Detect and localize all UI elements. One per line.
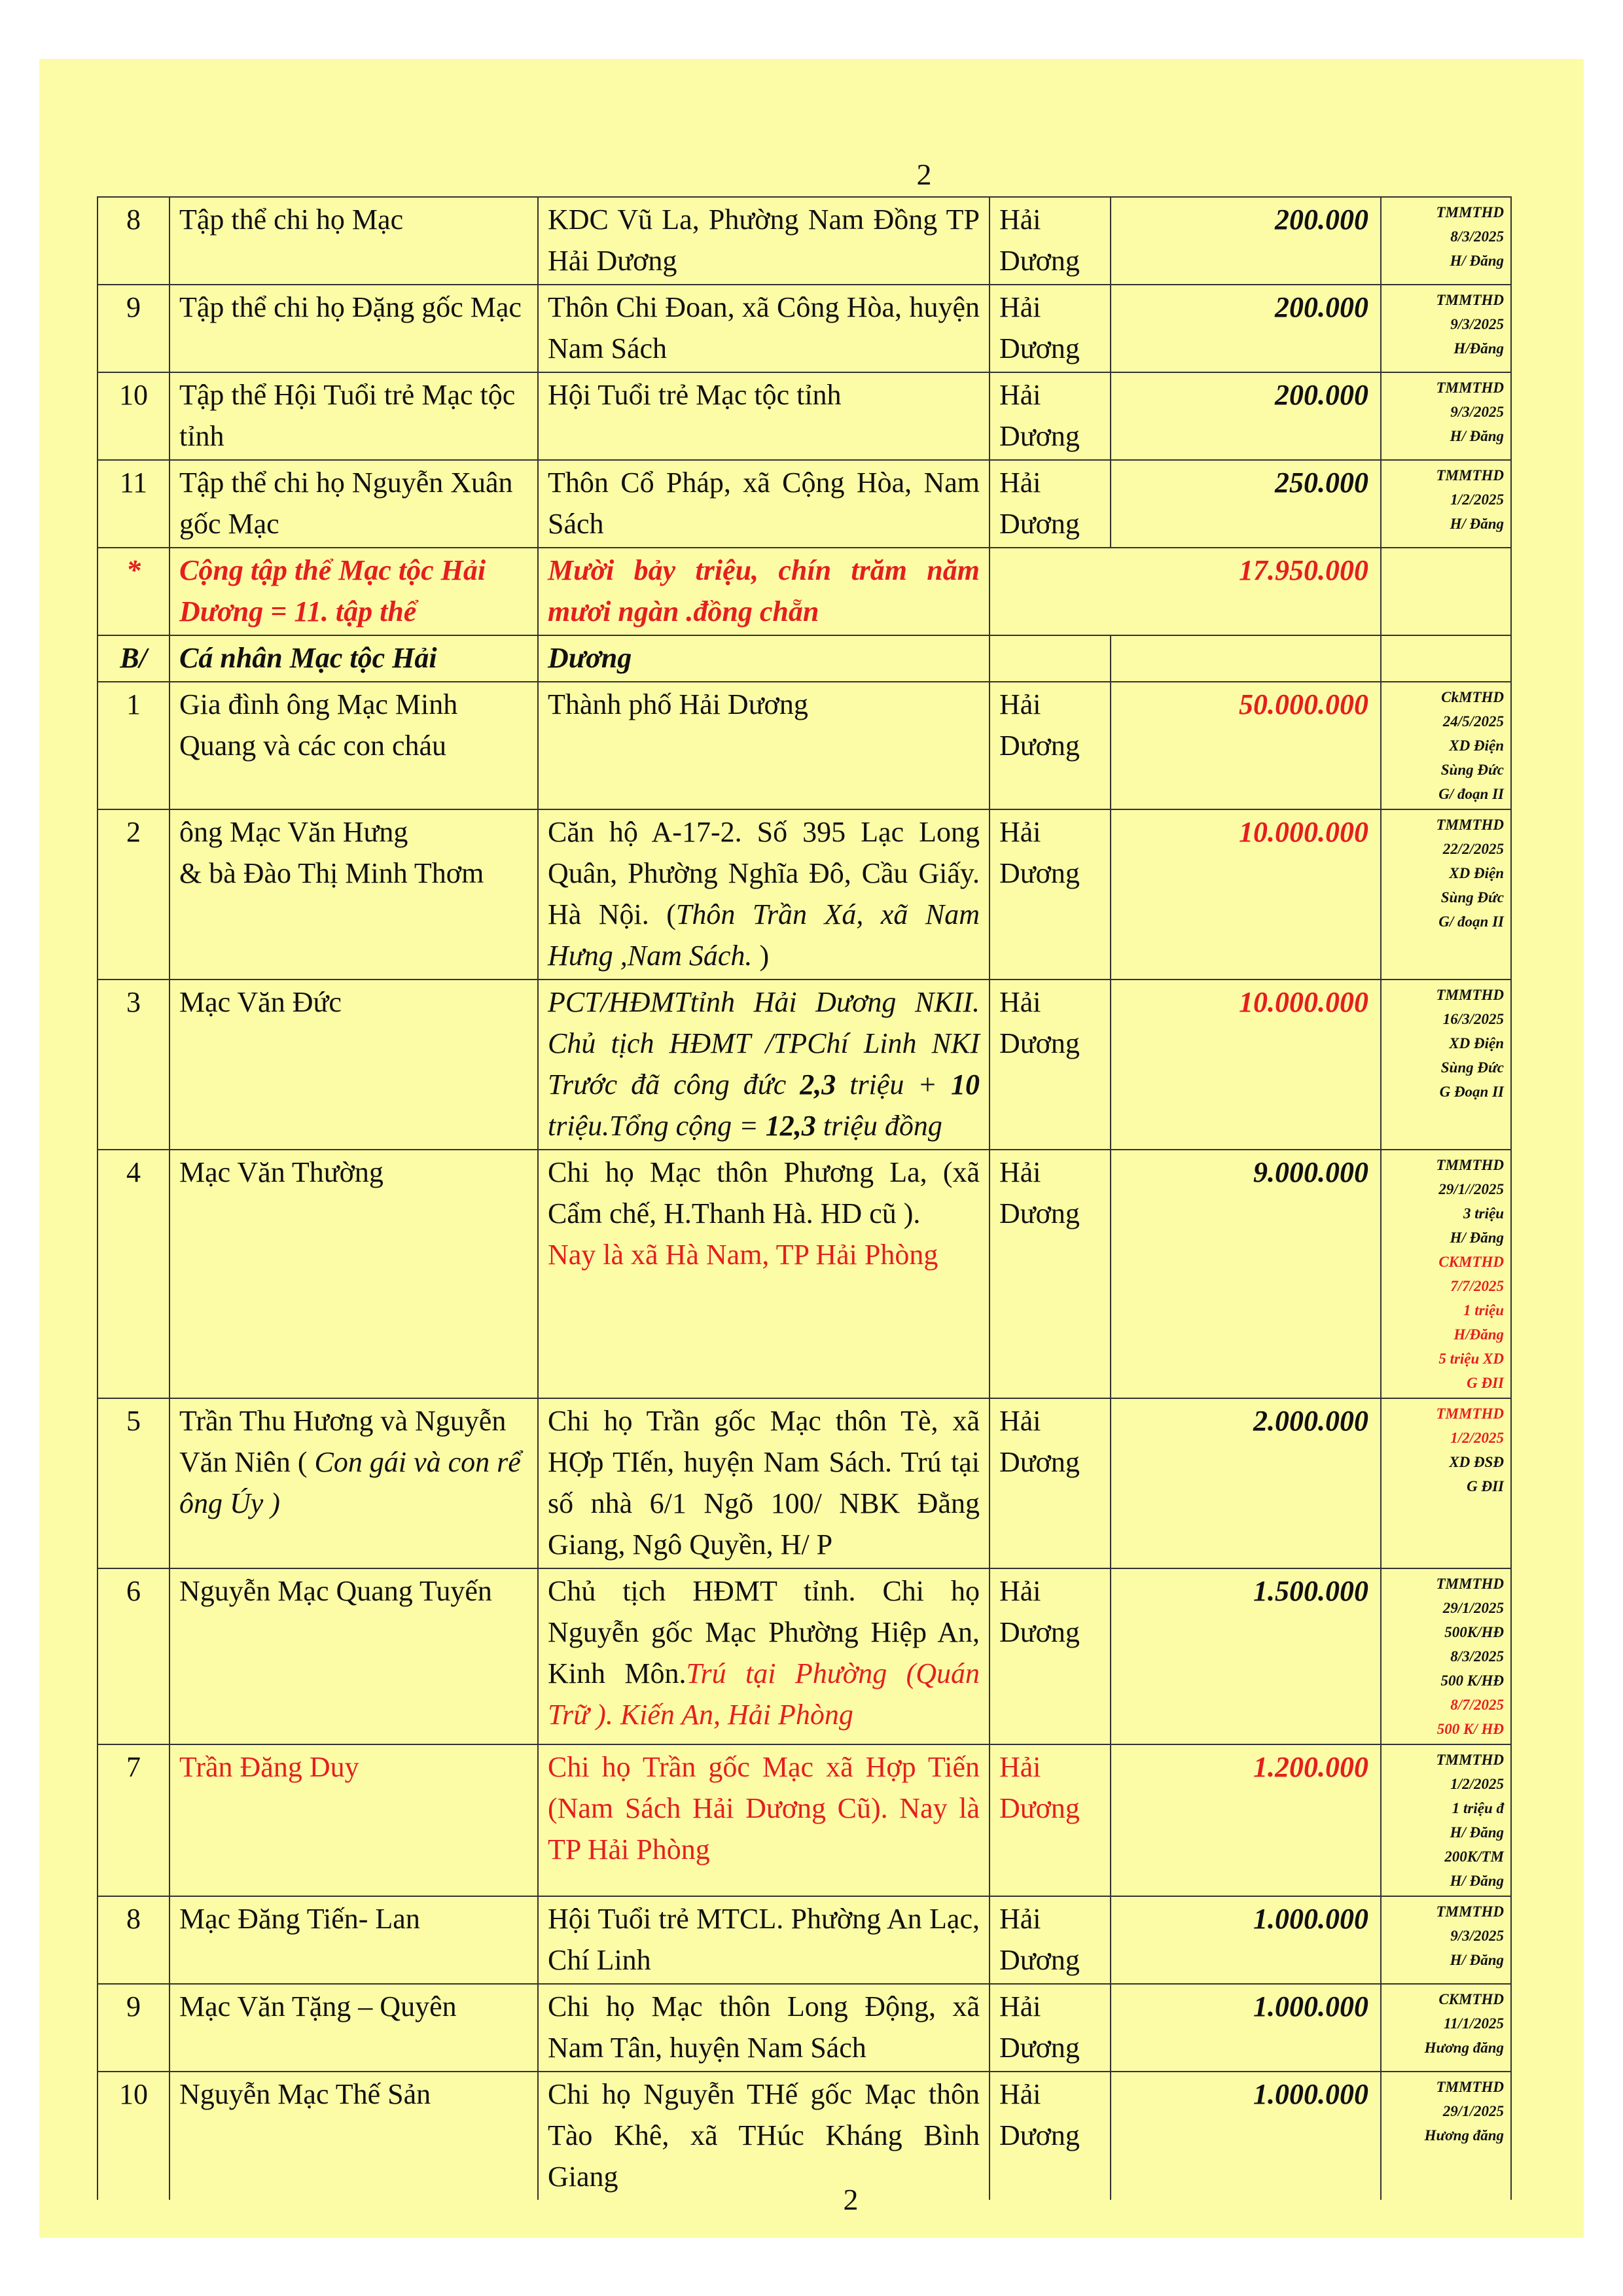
province: Hải Dương [990,197,1111,285]
page-number-bottom: 2 [843,2183,859,2216]
province: Hải Dương [990,372,1111,460]
donor-name: Tập thể Hội Tuổi trẻ Mạc tộc tỉnh [169,372,538,460]
amount: 1.200.000 [1111,1744,1381,1896]
note: CkMTHD 24/5/2025 XD Điện Sùng Đức G/ đoạn II [1381,682,1511,809]
donor-address: Hội Tuổi trẻ MTCL. Phường An Lạc, Chí Linh [538,1896,990,1984]
donor-name: Mạc Văn Thường [169,1150,538,1398]
amount: 200.000 [1111,372,1381,460]
donor-address: Hội Tuổi trẻ Mạc tộc tỉnh [538,372,990,460]
summary-marker: * [98,548,169,635]
summary-label: Cộng tập thể Mạc tộc Hải Dương = 11. tập thể [169,548,538,635]
donor-address: Căn hộ A-17-2. Số 395 Lạc Long Quân, Phường Nghĩa Đô, Cầu Giấy. Hà Nội. (Thôn Trần Xá, xã Nam Hưng ,Nam Sách. ) [538,809,990,980]
table-row [98,285,1511,372]
section-b-header [98,635,1511,682]
note: TMMTHD 29/1//2025 3 triệu H/ Đăng CKMTHD 7/7/2025 1 triệu H/Đăng 5 triệu XD G ĐII [1381,1150,1511,1398]
row-number: 11 [98,460,169,548]
section-title-continued: Dương [538,635,990,682]
province: Hải Dương [990,1568,1111,1744]
province: Hải Dương [990,809,1111,980]
donor-address: Thôn Cổ Pháp, xã Cộng Hòa, Nam Sách [538,460,990,548]
donor-address: Thôn Chi Đoan, xã Công Hòa, huyện Nam Sách [538,285,990,372]
amount: 250.000 [1111,460,1381,548]
row-number: 7 [98,1744,169,1896]
donor-address: Chi họ Trần gốc Mạc thôn Tè, xã HỢp TIến, huyện Nam Sách. Trú tại số nhà 6/1 Ngõ 100/ NBK Đằng Giang, Ngô Quyền, H/ P [538,1398,990,1568]
amount: 10.000.000 [1111,980,1381,1150]
donor-name: Nguyễn Mạc Quang Tuyến [169,1568,538,1744]
donor-name: Mạc Văn Đức [169,980,538,1150]
donor-name: Mạc Đăng Tiến- Lan [169,1896,538,1984]
donor-address: Chi họ Trần gốc Mạc xã Hợp Tiến (Nam Sách Hải Dương Cũ). Nay là TP Hải Phòng [538,1744,990,1896]
donor-address: Chi họ Mạc thôn Long Động, xã Nam Tân, huyện Nam Sách [538,1984,990,2072]
note: CKMTHD 11/1/2025 Hương đăng [1381,1984,1511,2072]
row-number: 9 [98,285,169,372]
province: Hải Dương [990,1398,1111,1568]
note: TMMTHD 1/2/2025 XD ĐSĐ G ĐII [1381,1398,1511,1568]
section-title: Cá nhân Mạc tộc Hải [169,635,538,682]
province: Hải Dương [990,2072,1111,2200]
row-number: 1 [98,682,169,809]
donation-table [97,196,1512,2200]
donor-name: ông Mạc Văn Hưng & bà Đào Thị Minh Thơm [169,809,538,980]
row-number: 2 [98,809,169,980]
collective-total-row [98,548,1511,635]
table-row [98,197,1511,285]
row-number: 5 [98,1398,169,1568]
table-row [98,1984,1511,2072]
row-number: 10 [98,2072,169,2200]
note: TMMTHD 9/3/2025 H/Đăng [1381,285,1511,372]
table-row [98,809,1511,980]
amount: 1.000.000 [1111,1896,1381,1984]
donor-name: Mạc Văn Tặng – Quyên [169,1984,538,2072]
amount: 1.500.000 [1111,1568,1381,1744]
table-row [98,1398,1511,1568]
note: TMMTHD 9/3/2025 H/ Đăng [1381,1896,1511,1984]
page-number-top: 2 [916,158,932,191]
note: TMMTHD 8/3/2025 H/ Đăng [1381,197,1511,285]
donor-name: Nguyễn Mạc Thế Sản [169,2072,538,2200]
table-row [98,682,1511,809]
summary-amount: 17.950.000 [990,548,1381,635]
summary-amount-words: Mười bảy triệu, chín trăm năm mươi ngàn .đồng chẵn [538,548,990,635]
note: TMMTHD 22/2/2025 XD Điện Sùng Đức G/ đoạn II [1381,809,1511,980]
donor-address: KDC Vũ La, Phường Nam Đồng TP Hải Dương [538,197,990,285]
donor-name: Tập thể chi họ Đặng gốc Mạc [169,285,538,372]
table-row [98,980,1511,1150]
donor-name: Tập thể chi họ Nguyễn Xuân gốc Mạc [169,460,538,548]
table-row [98,460,1511,548]
document-page [39,59,1584,2238]
province: Hải Dương [990,460,1111,548]
note: TMMTHD 9/3/2025 H/ Đăng [1381,372,1511,460]
row-number: 9 [98,1984,169,2072]
amount: 200.000 [1111,285,1381,372]
note: TMMTHD 1/2/2025 1 triệu đ H/ Đăng 200K/TM H/ Đăng [1381,1744,1511,1896]
province: Hải Dương [990,1984,1111,2072]
summary-note-empty [1381,548,1511,635]
table-row [98,2072,1511,2200]
province: Hải Dương [990,285,1111,372]
amount: 9.000.000 [1111,1150,1381,1398]
donor-address: Thành phố Hải Dương [538,682,990,809]
amount: 1.000.000 [1111,2072,1381,2200]
table-row [98,1568,1511,1744]
donor-name: Gia đình ông Mạc Minh Quang và các con cháu [169,682,538,809]
note: TMMTHD 29/1/2025 500K/HĐ 8/3/2025 500 K/HĐ 8/7/2025 500 K/ HĐ [1381,1568,1511,1744]
amount: 1.000.000 [1111,1984,1381,2072]
note: TMMTHD 29/1/2025 Hương đăng [1381,2072,1511,2200]
table-row [98,1150,1511,1398]
amount: 2.000.000 [1111,1398,1381,1568]
amount: 10.000.000 [1111,809,1381,980]
province: Hải Dương [990,682,1111,809]
amount: 200.000 [1111,197,1381,285]
section-code: B/ [98,635,169,682]
table-row [98,372,1511,460]
table-row [98,1744,1511,1896]
donor-name: Tập thể chi họ Mạc [169,197,538,285]
province: Hải Dương [990,1150,1111,1398]
donor-name: Trần Thu Hương và Nguyễn Văn Niên ( Con gái và con rể ông Úy ) [169,1398,538,1568]
donor-address: Chi họ Mạc thôn Phương La, (xã Cẩm chế, H.Thanh Hà. HD cũ ). Nay là xã Hà Nam, TP Hải Phòng [538,1150,990,1398]
donor-address: Chủ tịch HĐMT tỉnh. Chi họ Nguyễn gốc Mạc Phường Hiệp An, Kinh Môn.Trú tại Phường (Quán Trữ ). Kiến An, Hải Phòng [538,1568,990,1744]
table-row [98,1896,1511,1984]
row-number: 4 [98,1150,169,1398]
row-number: 6 [98,1568,169,1744]
amount: 50.000.000 [1111,682,1381,809]
row-number: 8 [98,197,169,285]
donor-address: PCT/HĐMTtỉnh Hải Dương NKII. Chủ tịch HĐMT /TPChí Linh NKI Trước đã công đức 2,3 triệu + 10 triệu.Tổng cộng = 12,3 triệu đồng [538,980,990,1150]
row-number: 3 [98,980,169,1150]
donor-name: Trần Đăng Duy [169,1744,538,1896]
province: Hải Dương [990,980,1111,1150]
row-number: 8 [98,1896,169,1984]
province: Hải Dương [990,1896,1111,1984]
note: TMMTHD 1/2/2025 H/ Đăng [1381,460,1511,548]
note: TMMTHD 16/3/2025 XD Điện Sùng Đức G Đoạn II [1381,980,1511,1150]
donor-address: Chi họ Nguyễn THế gốc Mạc thôn Tào Khê, xã THúc Kháng Bình Giang [538,2072,990,2200]
row-number: 10 [98,372,169,460]
province: Hải Dương [990,1744,1111,1896]
